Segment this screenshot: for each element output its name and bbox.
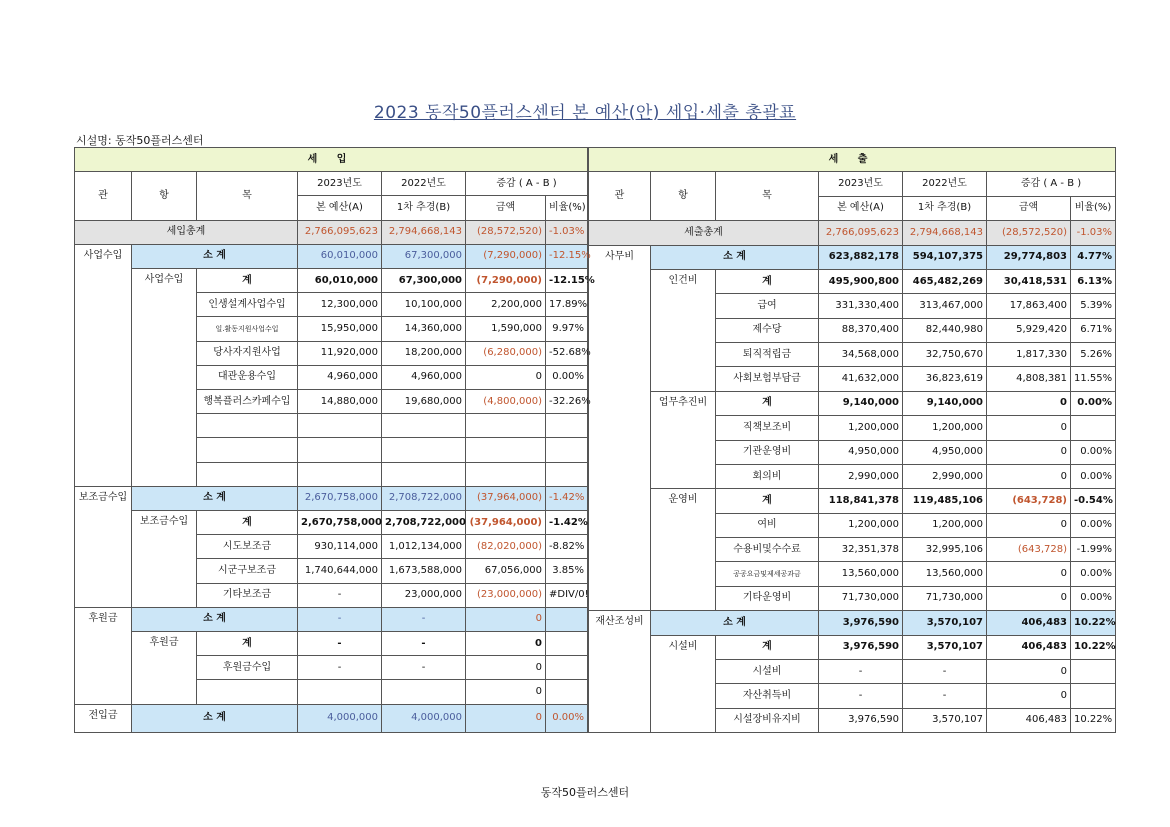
value-diff: 406,483: [987, 635, 1071, 659]
mok-cell: 기타운영비: [716, 586, 819, 610]
value-ratio: -12.15%: [546, 269, 588, 293]
value-ratio: 10.22%: [1071, 611, 1116, 635]
value-b: 19,680,000: [382, 390, 466, 414]
mok-cell: [197, 462, 298, 486]
table-row: [589, 245, 1116, 269]
value-diff: 0: [466, 680, 546, 704]
value-ratio: 9.97%: [546, 317, 588, 341]
value-b: 18,200,000: [382, 341, 466, 365]
value-a: 9,140,000: [819, 391, 903, 415]
col-2022: 2022년도: [903, 172, 987, 196]
value-a: 14,880,000: [298, 390, 382, 414]
mok-cell: 계: [197, 632, 298, 656]
value-diff: 30,418,531: [987, 269, 1071, 293]
mok-cell: 인생설계사업수입: [197, 293, 298, 317]
value-diff: (37,964,000): [466, 511, 546, 535]
value-b: 71,730,000: [903, 586, 987, 610]
value-a: 13,560,000: [819, 562, 903, 586]
col-revision-b: 1차 추경(B): [382, 196, 466, 220]
value-b: 1,200,000: [903, 513, 987, 537]
value-a: 41,632,000: [819, 367, 903, 391]
table-row: [589, 635, 1116, 659]
mok-cell: 시설장비유지비: [716, 708, 819, 732]
value-ratio: 0.00%: [1071, 464, 1116, 488]
value-a: 32,351,378: [819, 538, 903, 562]
col-hang: 항: [132, 172, 197, 220]
value-ratio: -1.99%: [1071, 538, 1116, 562]
value-diff: 0: [987, 684, 1071, 708]
value-diff: 5,929,420: [987, 318, 1071, 342]
value-ratio: [546, 656, 588, 680]
value-diff: 0: [466, 704, 546, 732]
table-row: [589, 611, 1116, 635]
value-a: [298, 438, 382, 462]
value-b: [382, 462, 466, 486]
value-a: 4,950,000: [819, 440, 903, 464]
value-a: 12,300,000: [298, 293, 382, 317]
value-b: 14,360,000: [382, 317, 466, 341]
expense-total-label: 세출총계: [589, 221, 819, 245]
value-b: 1,200,000: [903, 416, 987, 440]
income-column-header-row1: [75, 172, 588, 196]
table-row: [75, 511, 588, 535]
value-b: 67,300,000: [382, 244, 466, 268]
value-a: 4,000,000: [298, 704, 382, 732]
value-a: 3,976,590: [819, 635, 903, 659]
hang-cell: 운영비: [651, 489, 716, 611]
mok-cell: 수용비및수수료: [716, 538, 819, 562]
value-b: 23,000,000: [382, 583, 466, 607]
value-b: 2,708,722,000: [382, 486, 466, 510]
budget-summary-tables: [74, 147, 1114, 733]
value-diff: (6,280,000): [466, 341, 546, 365]
value-diff: (23,000,000): [466, 583, 546, 607]
value-ratio: 5.26%: [1071, 343, 1116, 367]
value-ratio: 0.00%: [1071, 440, 1116, 464]
value-a: 1,200,000: [819, 513, 903, 537]
value-diff: (643,728): [987, 538, 1071, 562]
value-b: -: [382, 656, 466, 680]
col-2022: 2022년도: [382, 172, 466, 196]
income-header: 세 입: [75, 148, 588, 172]
facility-name: 시설명: 동작50플러스센터: [76, 134, 204, 147]
value-a: 118,841,378: [819, 489, 903, 513]
mok-cell: 급여: [716, 294, 819, 318]
value-diff: 406,483: [987, 708, 1071, 732]
value-diff: 0: [987, 513, 1071, 537]
value-b: -: [903, 659, 987, 683]
hang-cell: 시설비: [651, 635, 716, 733]
mok-cell: 기타보조금: [197, 583, 298, 607]
value-a: 2,990,000: [819, 464, 903, 488]
expense-total-a: 2,766,095,623: [819, 221, 903, 245]
value-a: 11,920,000: [298, 341, 382, 365]
gwan-cell: 재산조성비: [589, 611, 651, 733]
income-total-label: 세입총계: [75, 220, 298, 244]
table-row: [589, 489, 1116, 513]
hang-cell: 인건비: [651, 269, 716, 391]
value-a: 15,950,000: [298, 317, 382, 341]
value-ratio: -12.15%: [546, 244, 588, 268]
mok-cell: 행복플러스카페수입: [197, 390, 298, 414]
value-b: 2,990,000: [903, 464, 987, 488]
value-diff: 67,056,000: [466, 559, 546, 583]
mok-cell: 계: [197, 511, 298, 535]
value-a: 34,568,000: [819, 343, 903, 367]
value-b: 67,300,000: [382, 269, 466, 293]
expense-header: 세 출: [589, 148, 1116, 172]
value-b: 13,560,000: [903, 562, 987, 586]
value-diff: 0: [987, 391, 1071, 415]
value-diff: 0: [987, 659, 1071, 683]
subtotal-label: 소 계: [651, 245, 819, 269]
col-mok: 목: [197, 172, 298, 220]
value-a: 1,200,000: [819, 416, 903, 440]
table-row: [75, 269, 588, 293]
value-ratio: [546, 680, 588, 704]
col-gwan: 관: [75, 172, 132, 220]
mok-cell: [197, 438, 298, 462]
mok-cell: 일.활동지원사업수입: [197, 317, 298, 341]
mok-cell: 퇴직적립금: [716, 343, 819, 367]
value-b: 9,140,000: [903, 391, 987, 415]
col-mok: 목: [716, 172, 819, 221]
gwan-cell: 사무비: [589, 245, 651, 611]
mok-cell: [197, 680, 298, 704]
value-ratio: -1.42%: [546, 511, 588, 535]
income-total-diff: (28,572,520): [466, 220, 546, 244]
hang-cell: 보조금수입: [132, 511, 197, 608]
value-a: -: [819, 659, 903, 683]
mok-cell: 대관운용수입: [197, 365, 298, 389]
value-diff: (643,728): [987, 489, 1071, 513]
income-table: [74, 147, 595, 733]
value-b: 10,100,000: [382, 293, 466, 317]
value-ratio: -32.26%: [546, 390, 588, 414]
mok-cell: 후원금수입: [197, 656, 298, 680]
value-ratio: [546, 438, 588, 462]
value-b: 3,570,107: [903, 635, 987, 659]
value-diff: 0: [987, 562, 1071, 586]
gwan-cell: 보조금수입: [75, 486, 132, 607]
value-b: 1,673,588,000: [382, 559, 466, 583]
value-diff: 0: [466, 607, 546, 631]
col-2023: 2023년도: [298, 172, 382, 196]
value-ratio: 10.22%: [1071, 708, 1116, 732]
mok-cell: [197, 414, 298, 438]
value-a: 1,740,644,000: [298, 559, 382, 583]
value-diff: 2,200,000: [466, 293, 546, 317]
value-a: -: [298, 583, 382, 607]
value-ratio: 0.00%: [1071, 586, 1116, 610]
subtotal-label: 소 계: [132, 244, 298, 268]
value-a: 88,370,400: [819, 318, 903, 342]
value-diff: 0: [466, 656, 546, 680]
value-b: [382, 438, 466, 462]
value-a: 4,960,000: [298, 365, 382, 389]
value-a: 3,976,590: [819, 611, 903, 635]
value-a: -: [819, 684, 903, 708]
value-diff: 0: [987, 416, 1071, 440]
value-ratio: 0.00%: [546, 365, 588, 389]
mok-cell: 시군구보조금: [197, 559, 298, 583]
col-revision-b: 1차 추경(B): [903, 196, 987, 220]
hang-cell: 후원금: [132, 632, 197, 705]
table-row: [75, 244, 588, 268]
value-diff: [466, 438, 546, 462]
value-ratio: [546, 632, 588, 656]
value-ratio: [546, 414, 588, 438]
value-a: [298, 680, 382, 704]
col-ratio: 비율(%): [546, 196, 588, 220]
value-ratio: 0.00%: [1071, 513, 1116, 537]
value-a: 60,010,000: [298, 269, 382, 293]
col-gwan: 관: [589, 172, 651, 221]
page-footer: 동작50플러스센터: [540, 786, 630, 799]
value-ratio: 4.77%: [1071, 245, 1116, 269]
value-diff: (82,020,000): [466, 535, 546, 559]
value-diff: 406,483: [987, 611, 1071, 635]
table-row: [75, 607, 588, 631]
value-ratio: -1.42%: [546, 486, 588, 510]
value-diff: (7,290,000): [466, 244, 546, 268]
table-row: [589, 391, 1116, 415]
value-a: 495,900,800: [819, 269, 903, 293]
col-budget-a: 본 예산(A): [298, 196, 382, 220]
value-b: 2,708,722,000: [382, 511, 466, 535]
value-diff: (4,800,000): [466, 390, 546, 414]
income-total-b: 2,794,668,143: [382, 220, 466, 244]
hang-cell: 업무추진비: [651, 391, 716, 489]
value-a: 2,670,758,000: [298, 511, 382, 535]
value-b: 3,570,107: [903, 708, 987, 732]
value-a: 930,114,000: [298, 535, 382, 559]
value-b: 36,823,619: [903, 367, 987, 391]
expense-total-b: 2,794,668,143: [903, 221, 987, 245]
expense-total-diff: (28,572,520): [987, 221, 1071, 245]
value-ratio: [1071, 416, 1116, 440]
value-b: 4,000,000: [382, 704, 466, 732]
value-ratio: 6.13%: [1071, 269, 1116, 293]
value-diff: 17,863,400: [987, 294, 1071, 318]
value-ratio: -0.54%: [1071, 489, 1116, 513]
col-hang: 항: [651, 172, 716, 221]
subtotal-label: 소 계: [132, 486, 298, 510]
value-a: [298, 462, 382, 486]
value-diff: 0: [987, 586, 1071, 610]
mok-cell: 회의비: [716, 464, 819, 488]
value-b: 82,440,980: [903, 318, 987, 342]
value-diff: 29,774,803: [987, 245, 1071, 269]
value-diff: 1,590,000: [466, 317, 546, 341]
income-total-ratio: -1.03%: [546, 220, 588, 244]
mok-cell: 계: [716, 391, 819, 415]
value-ratio: 0.00%: [546, 704, 588, 732]
value-ratio: -8.82%: [546, 535, 588, 559]
income-total-row: [75, 220, 588, 244]
value-diff: (37,964,000): [466, 486, 546, 510]
mok-cell: 계: [716, 269, 819, 293]
value-a: [298, 414, 382, 438]
mok-cell: 여비: [716, 513, 819, 537]
value-ratio: 3.85%: [546, 559, 588, 583]
gwan-cell: 전입금: [75, 704, 132, 732]
value-diff: (7,290,000): [466, 269, 546, 293]
value-b: [382, 414, 466, 438]
value-a: 331,330,400: [819, 294, 903, 318]
mok-cell: 계: [716, 489, 819, 513]
value-diff: 0: [466, 365, 546, 389]
value-ratio: [1071, 659, 1116, 683]
table-row: [75, 486, 588, 510]
value-b: 119,485,106: [903, 489, 987, 513]
expense-total-ratio: -1.03%: [1071, 221, 1116, 245]
mok-cell: 시설비: [716, 659, 819, 683]
hang-cell: 사업수입: [132, 269, 197, 487]
value-diff: 0: [987, 440, 1071, 464]
mok-cell: 시도보조금: [197, 535, 298, 559]
value-ratio: 10.22%: [1071, 635, 1116, 659]
col-amount: 금액: [987, 196, 1071, 220]
value-diff: [466, 462, 546, 486]
value-a: 2,670,758,000: [298, 486, 382, 510]
table-row: [75, 632, 588, 656]
value-diff: 4,808,381: [987, 367, 1071, 391]
value-diff: [466, 414, 546, 438]
value-ratio: [1071, 684, 1116, 708]
mok-cell: 자산취득비: [716, 684, 819, 708]
table-row: [589, 269, 1116, 293]
value-diff: 1,817,330: [987, 343, 1071, 367]
income-total-a: 2,766,095,623: [298, 220, 382, 244]
mok-cell: 계: [716, 635, 819, 659]
expense-table: [588, 147, 1116, 733]
mok-cell: 사회보험부담금: [716, 367, 819, 391]
value-b: 3,570,107: [903, 611, 987, 635]
value-a: 3,976,590: [819, 708, 903, 732]
subtotal-label: 소 계: [132, 607, 298, 631]
expense-total-row: [589, 221, 1116, 245]
col-2023: 2023년도: [819, 172, 903, 196]
col-change: 증감 ( A - B ): [987, 172, 1116, 196]
value-b: 32,995,106: [903, 538, 987, 562]
value-ratio: -52.68%: [546, 341, 588, 365]
col-ratio: 비율(%): [1071, 196, 1116, 220]
value-b: 465,482,269: [903, 269, 987, 293]
value-ratio: [546, 462, 588, 486]
value-ratio: 11.55%: [1071, 367, 1116, 391]
value-diff: 0: [987, 464, 1071, 488]
income-section-header: [75, 148, 588, 172]
mok-cell: 계: [197, 269, 298, 293]
value-b: 4,950,000: [903, 440, 987, 464]
subtotal-label: 소 계: [132, 704, 298, 732]
value-b: -: [382, 607, 466, 631]
value-b: -: [382, 632, 466, 656]
value-b: -: [903, 684, 987, 708]
value-ratio: 5.39%: [1071, 294, 1116, 318]
col-amount: 금액: [466, 196, 546, 220]
value-b: 32,750,670: [903, 343, 987, 367]
page-title: 2023 동작50플러스센터 본 예산(안) 세입·세출 총괄표: [373, 103, 797, 123]
mok-cell: 공공요금및제세공과금: [716, 562, 819, 586]
col-budget-a: 본 예산(A): [819, 196, 903, 220]
value-a: -: [298, 656, 382, 680]
value-ratio: #DIV/0!: [546, 583, 588, 607]
value-ratio: 17.89%: [546, 293, 588, 317]
value-diff: 0: [466, 632, 546, 656]
gwan-cell: 사업수입: [75, 244, 132, 486]
mok-cell: 기관운영비: [716, 440, 819, 464]
value-ratio: 6.71%: [1071, 318, 1116, 342]
expense-column-header-row1: [589, 172, 1116, 196]
value-ratio: 0.00%: [1071, 391, 1116, 415]
value-ratio: [546, 607, 588, 631]
value-b: 1,012,134,000: [382, 535, 466, 559]
gwan-cell: 후원금: [75, 607, 132, 704]
value-b: 313,467,000: [903, 294, 987, 318]
value-a: -: [298, 632, 382, 656]
value-a: -: [298, 607, 382, 631]
mok-cell: 직책보조비: [716, 416, 819, 440]
mok-cell: 제수당: [716, 318, 819, 342]
col-change: 증감 ( A - B ): [466, 172, 588, 196]
value-b: 594,107,375: [903, 245, 987, 269]
value-b: 4,960,000: [382, 365, 466, 389]
value-a: 623,882,178: [819, 245, 903, 269]
subtotal-label: 소 계: [651, 611, 819, 635]
value-ratio: 0.00%: [1071, 562, 1116, 586]
mok-cell: 당사자지원사업: [197, 341, 298, 365]
table-row: [75, 704, 588, 732]
expense-section-header: [589, 148, 1116, 172]
value-b: [382, 680, 466, 704]
value-a: 60,010,000: [298, 244, 382, 268]
value-a: 71,730,000: [819, 586, 903, 610]
